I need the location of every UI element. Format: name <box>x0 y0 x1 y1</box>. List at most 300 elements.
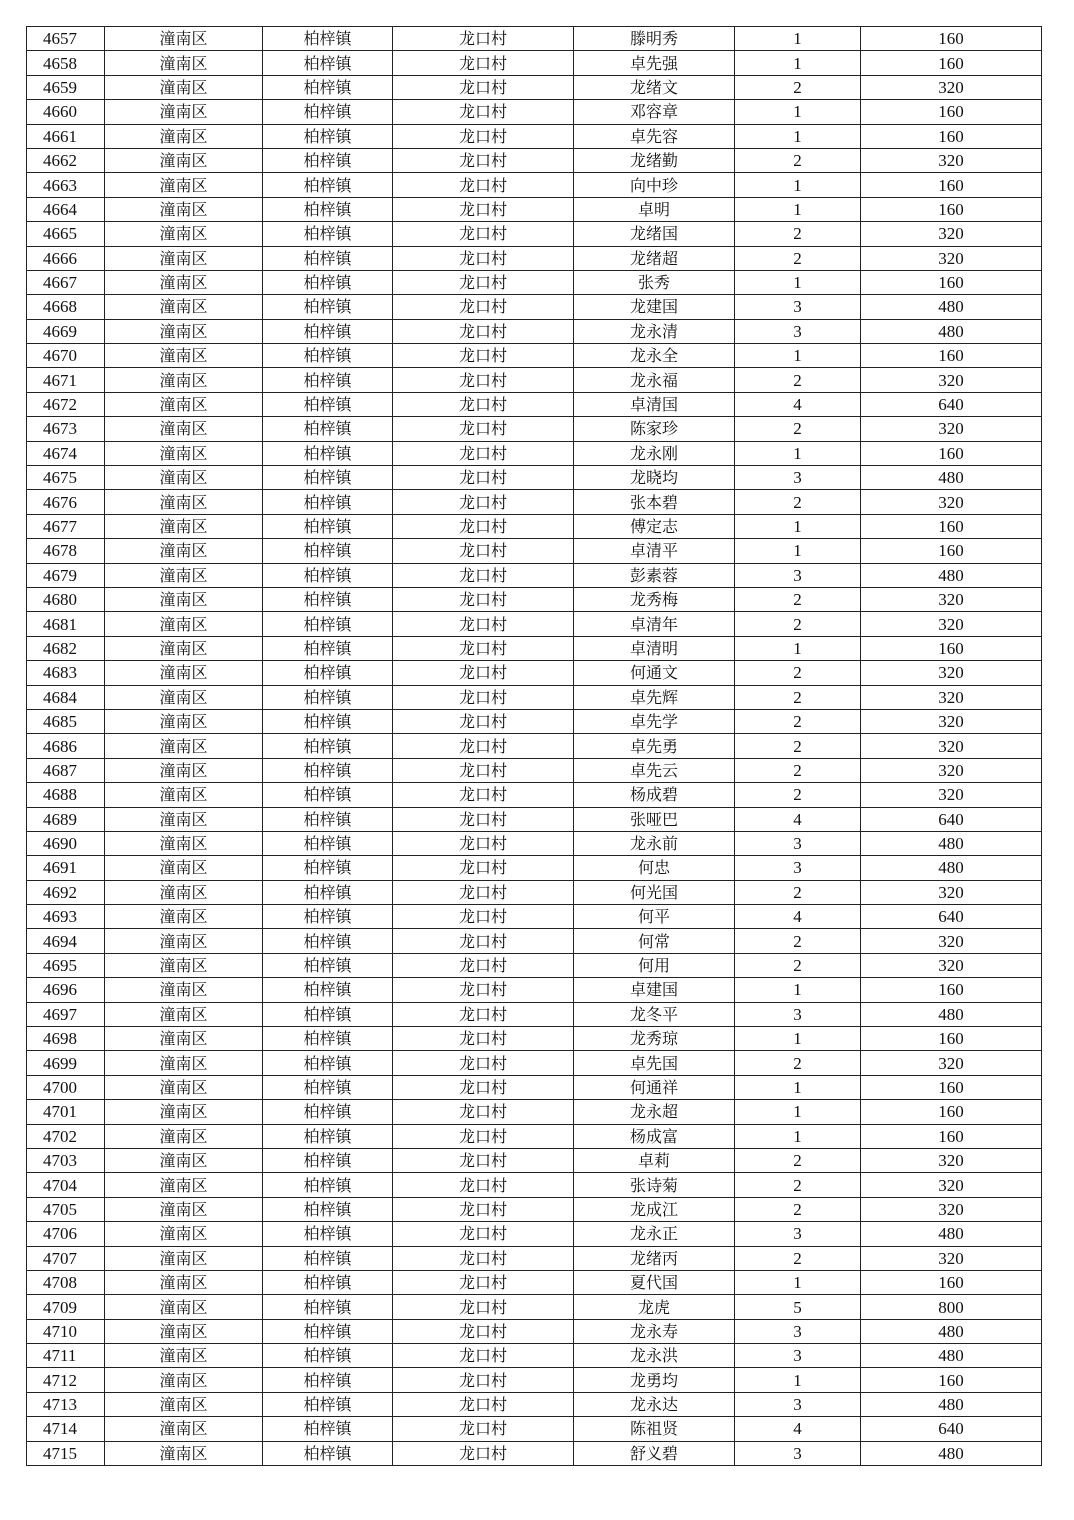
row-number-cell: 4670 <box>27 344 105 368</box>
count-cell: 3 <box>735 1319 861 1343</box>
table-row <box>27 173 1042 197</box>
table-row <box>27 734 1042 758</box>
town-cell: 柏梓镇 <box>263 466 393 490</box>
village-cell: 龙口村 <box>393 734 574 758</box>
district-cell: 潼南区 <box>105 148 263 172</box>
name-cell: 卓清明 <box>574 636 735 660</box>
town-cell: 柏梓镇 <box>263 709 393 733</box>
row-number-cell: 4689 <box>27 807 105 831</box>
district-cell: 潼南区 <box>105 953 263 977</box>
town-cell: 柏梓镇 <box>263 1441 393 1465</box>
table-row <box>27 295 1042 319</box>
district-cell: 潼南区 <box>105 1344 263 1368</box>
town-cell: 柏梓镇 <box>263 685 393 709</box>
town-cell: 柏梓镇 <box>263 880 393 904</box>
name-cell: 卓莉 <box>574 1148 735 1172</box>
count-cell: 3 <box>735 1344 861 1368</box>
town-cell: 柏梓镇 <box>263 563 393 587</box>
amount-cell: 320 <box>861 783 1042 807</box>
town-cell: 柏梓镇 <box>263 1295 393 1319</box>
district-cell: 潼南区 <box>105 1417 263 1441</box>
name-cell: 龙永洪 <box>574 1344 735 1368</box>
town-cell: 柏梓镇 <box>263 344 393 368</box>
name-cell: 卓先容 <box>574 124 735 148</box>
name-cell: 卓先学 <box>574 709 735 733</box>
village-cell: 龙口村 <box>393 319 574 343</box>
district-cell: 潼南区 <box>105 75 263 99</box>
amount-cell: 320 <box>861 1148 1042 1172</box>
row-number-cell: 4658 <box>27 51 105 75</box>
amount-cell: 320 <box>861 1051 1042 1075</box>
count-cell: 3 <box>735 295 861 319</box>
village-cell: 龙口村 <box>393 1368 574 1392</box>
amount-cell: 320 <box>861 612 1042 636</box>
name-cell: 何用 <box>574 953 735 977</box>
table-row <box>27 612 1042 636</box>
village-cell: 龙口村 <box>393 1392 574 1416</box>
table-row <box>27 1051 1042 1075</box>
table-row <box>27 636 1042 660</box>
amount-cell: 160 <box>861 344 1042 368</box>
name-cell: 龙建国 <box>574 295 735 319</box>
district-cell: 潼南区 <box>105 1173 263 1197</box>
amount-cell: 320 <box>861 758 1042 782</box>
district-cell: 潼南区 <box>105 587 263 611</box>
row-number-cell: 4657 <box>27 27 105 51</box>
count-cell: 3 <box>735 563 861 587</box>
district-cell: 潼南区 <box>105 661 263 685</box>
table-row <box>27 807 1042 831</box>
town-cell: 柏梓镇 <box>263 1246 393 1270</box>
count-cell: 2 <box>735 661 861 685</box>
amount-cell: 160 <box>861 1027 1042 1051</box>
town-cell: 柏梓镇 <box>263 75 393 99</box>
row-number-cell: 4663 <box>27 173 105 197</box>
district-cell: 潼南区 <box>105 636 263 660</box>
district-cell: 潼南区 <box>105 563 263 587</box>
row-number-cell: 4711 <box>27 1344 105 1368</box>
village-cell: 龙口村 <box>393 1417 574 1441</box>
town-cell: 柏梓镇 <box>263 319 393 343</box>
count-cell: 1 <box>735 636 861 660</box>
town-cell: 柏梓镇 <box>263 1173 393 1197</box>
name-cell: 夏代国 <box>574 1270 735 1294</box>
village-cell: 龙口村 <box>393 807 574 831</box>
table-row <box>27 27 1042 51</box>
row-number-cell: 4688 <box>27 783 105 807</box>
town-cell: 柏梓镇 <box>263 270 393 294</box>
table-row <box>27 1148 1042 1172</box>
row-number-cell: 4683 <box>27 661 105 685</box>
name-cell: 邓容章 <box>574 100 735 124</box>
table-row <box>27 1002 1042 1026</box>
amount-cell: 320 <box>861 1173 1042 1197</box>
village-cell: 龙口村 <box>393 1075 574 1099</box>
table-row <box>27 1100 1042 1124</box>
district-cell: 潼南区 <box>105 831 263 855</box>
district-cell: 潼南区 <box>105 758 263 782</box>
name-cell: 龙永清 <box>574 319 735 343</box>
town-cell: 柏梓镇 <box>263 100 393 124</box>
name-cell: 陈家珍 <box>574 417 735 441</box>
amount-cell: 320 <box>861 953 1042 977</box>
name-cell: 向中珍 <box>574 173 735 197</box>
name-cell: 舒义碧 <box>574 1441 735 1465</box>
count-cell: 2 <box>735 368 861 392</box>
table-row <box>27 392 1042 416</box>
table-row <box>27 75 1042 99</box>
count-cell: 2 <box>735 709 861 733</box>
village-cell: 龙口村 <box>393 490 574 514</box>
count-cell: 4 <box>735 905 861 929</box>
town-cell: 柏梓镇 <box>263 929 393 953</box>
name-cell: 龙绪勤 <box>574 148 735 172</box>
district-cell: 潼南区 <box>105 197 263 221</box>
amount-cell: 320 <box>861 368 1042 392</box>
row-number-cell: 4708 <box>27 1270 105 1294</box>
table-row <box>27 661 1042 685</box>
name-cell: 龙绪文 <box>574 75 735 99</box>
district-cell: 潼南区 <box>105 807 263 831</box>
district-cell: 潼南区 <box>105 1051 263 1075</box>
town-cell: 柏梓镇 <box>263 783 393 807</box>
district-cell: 潼南区 <box>105 709 263 733</box>
row-number-cell: 4685 <box>27 709 105 733</box>
amount-cell: 320 <box>861 417 1042 441</box>
table-row <box>27 197 1042 221</box>
count-cell: 1 <box>735 197 861 221</box>
district-cell: 潼南区 <box>105 1270 263 1294</box>
village-cell: 龙口村 <box>393 1173 574 1197</box>
count-cell: 3 <box>735 1222 861 1246</box>
name-cell: 张诗菊 <box>574 1173 735 1197</box>
table-row <box>27 1295 1042 1319</box>
row-number-cell: 4665 <box>27 222 105 246</box>
amount-cell: 480 <box>861 1319 1042 1343</box>
town-cell: 柏梓镇 <box>263 1002 393 1026</box>
count-cell: 1 <box>735 344 861 368</box>
table-row <box>27 368 1042 392</box>
table-row <box>27 783 1042 807</box>
table-row <box>27 466 1042 490</box>
district-cell: 潼南区 <box>105 929 263 953</box>
village-cell: 龙口村 <box>393 27 574 51</box>
town-cell: 柏梓镇 <box>263 1124 393 1148</box>
village-cell: 龙口村 <box>393 1197 574 1221</box>
amount-cell: 320 <box>861 490 1042 514</box>
village-cell: 龙口村 <box>393 905 574 929</box>
table-row <box>27 1173 1042 1197</box>
name-cell: 龙虎 <box>574 1295 735 1319</box>
row-number-cell: 4696 <box>27 978 105 1002</box>
table-row <box>27 978 1042 1002</box>
amount-cell: 320 <box>861 587 1042 611</box>
village-cell: 龙口村 <box>393 636 574 660</box>
village-cell: 龙口村 <box>393 466 574 490</box>
amount-cell: 480 <box>861 1441 1042 1465</box>
village-cell: 龙口村 <box>393 1270 574 1294</box>
row-number-cell: 4681 <box>27 612 105 636</box>
name-cell: 卓清国 <box>574 392 735 416</box>
row-number-cell: 4712 <box>27 1368 105 1392</box>
row-number-cell: 4661 <box>27 124 105 148</box>
town-cell: 柏梓镇 <box>263 27 393 51</box>
table-row <box>27 222 1042 246</box>
town-cell: 柏梓镇 <box>263 1027 393 1051</box>
village-cell: 龙口村 <box>393 270 574 294</box>
row-number-cell: 4690 <box>27 831 105 855</box>
name-cell: 龙秀梅 <box>574 587 735 611</box>
row-number-cell: 4675 <box>27 466 105 490</box>
name-cell: 张本碧 <box>574 490 735 514</box>
village-cell: 龙口村 <box>393 1002 574 1026</box>
table-row <box>27 905 1042 929</box>
village-cell: 龙口村 <box>393 246 574 270</box>
district-cell: 潼南区 <box>105 466 263 490</box>
name-cell: 彭素蓉 <box>574 563 735 587</box>
amount-cell: 480 <box>861 563 1042 587</box>
row-number-cell: 4678 <box>27 539 105 563</box>
town-cell: 柏梓镇 <box>263 392 393 416</box>
village-cell: 龙口村 <box>393 75 574 99</box>
table-row <box>27 441 1042 465</box>
village-cell: 龙口村 <box>393 1222 574 1246</box>
amount-cell: 320 <box>861 1246 1042 1270</box>
name-cell: 龙永前 <box>574 831 735 855</box>
count-cell: 3 <box>735 1441 861 1465</box>
amount-cell: 160 <box>861 27 1042 51</box>
count-cell: 2 <box>735 148 861 172</box>
district-cell: 潼南区 <box>105 1368 263 1392</box>
amount-cell: 160 <box>861 441 1042 465</box>
amount-cell: 320 <box>861 685 1042 709</box>
row-number-cell: 4702 <box>27 1124 105 1148</box>
amount-cell: 480 <box>861 1392 1042 1416</box>
row-number-cell: 4679 <box>27 563 105 587</box>
amount-cell: 160 <box>861 173 1042 197</box>
district-cell: 潼南区 <box>105 1124 263 1148</box>
row-number-cell: 4684 <box>27 685 105 709</box>
table-row <box>27 856 1042 880</box>
district-cell: 潼南区 <box>105 1295 263 1319</box>
table-row <box>27 880 1042 904</box>
row-number-cell: 4697 <box>27 1002 105 1026</box>
count-cell: 1 <box>735 539 861 563</box>
table-row <box>27 1319 1042 1343</box>
town-cell: 柏梓镇 <box>263 1100 393 1124</box>
row-number-cell: 4682 <box>27 636 105 660</box>
count-cell: 1 <box>735 173 861 197</box>
village-cell: 龙口村 <box>393 685 574 709</box>
district-cell: 潼南区 <box>105 1441 263 1465</box>
count-cell: 2 <box>735 880 861 904</box>
data-table <box>26 26 1042 1466</box>
district-cell: 潼南区 <box>105 344 263 368</box>
row-number-cell: 4672 <box>27 392 105 416</box>
amount-cell: 320 <box>861 709 1042 733</box>
table-row <box>27 1124 1042 1148</box>
row-number-cell: 4691 <box>27 856 105 880</box>
town-cell: 柏梓镇 <box>263 51 393 75</box>
village-cell: 龙口村 <box>393 222 574 246</box>
row-number-cell: 4692 <box>27 880 105 904</box>
amount-cell: 480 <box>861 319 1042 343</box>
name-cell: 卓先辉 <box>574 685 735 709</box>
row-number-cell: 4701 <box>27 1100 105 1124</box>
count-cell: 1 <box>735 1270 861 1294</box>
town-cell: 柏梓镇 <box>263 831 393 855</box>
count-cell: 3 <box>735 319 861 343</box>
amount-cell: 480 <box>861 1344 1042 1368</box>
amount-cell: 480 <box>861 831 1042 855</box>
amount-cell: 320 <box>861 75 1042 99</box>
district-cell: 潼南区 <box>105 490 263 514</box>
district-cell: 潼南区 <box>105 368 263 392</box>
row-number-cell: 4669 <box>27 319 105 343</box>
village-cell: 龙口村 <box>393 1319 574 1343</box>
amount-cell: 160 <box>861 1100 1042 1124</box>
amount-cell: 160 <box>861 514 1042 538</box>
table-row <box>27 1417 1042 1441</box>
district-cell: 潼南区 <box>105 734 263 758</box>
row-number-cell: 4715 <box>27 1441 105 1465</box>
row-number-cell: 4695 <box>27 953 105 977</box>
table-body <box>27 27 1042 1466</box>
name-cell: 龙永福 <box>574 368 735 392</box>
village-cell: 龙口村 <box>393 197 574 221</box>
town-cell: 柏梓镇 <box>263 1148 393 1172</box>
row-number-cell: 4713 <box>27 1392 105 1416</box>
district-cell: 潼南区 <box>105 905 263 929</box>
row-number-cell: 4680 <box>27 587 105 611</box>
village-cell: 龙口村 <box>393 148 574 172</box>
village-cell: 龙口村 <box>393 831 574 855</box>
name-cell: 龙绪超 <box>574 246 735 270</box>
district-cell: 潼南区 <box>105 856 263 880</box>
town-cell: 柏梓镇 <box>263 758 393 782</box>
count-cell: 1 <box>735 270 861 294</box>
district-cell: 潼南区 <box>105 612 263 636</box>
table-row <box>27 270 1042 294</box>
town-cell: 柏梓镇 <box>263 148 393 172</box>
name-cell: 卓先云 <box>574 758 735 782</box>
count-cell: 3 <box>735 1392 861 1416</box>
row-number-cell: 4667 <box>27 270 105 294</box>
district-cell: 潼南区 <box>105 1148 263 1172</box>
count-cell: 4 <box>735 392 861 416</box>
amount-cell: 320 <box>861 246 1042 270</box>
count-cell: 1 <box>735 514 861 538</box>
name-cell: 陈祖贤 <box>574 1417 735 1441</box>
town-cell: 柏梓镇 <box>263 856 393 880</box>
name-cell: 龙永正 <box>574 1222 735 1246</box>
count-cell: 1 <box>735 978 861 1002</box>
row-number-cell: 4705 <box>27 1197 105 1221</box>
count-cell: 1 <box>735 1027 861 1051</box>
row-number-cell: 4687 <box>27 758 105 782</box>
table-row <box>27 758 1042 782</box>
amount-cell: 320 <box>861 222 1042 246</box>
count-cell: 5 <box>735 1295 861 1319</box>
district-cell: 潼南区 <box>105 685 263 709</box>
count-cell: 3 <box>735 856 861 880</box>
count-cell: 2 <box>735 1173 861 1197</box>
row-number-cell: 4686 <box>27 734 105 758</box>
town-cell: 柏梓镇 <box>263 587 393 611</box>
district-cell: 潼南区 <box>105 222 263 246</box>
amount-cell: 320 <box>861 734 1042 758</box>
table-row <box>27 685 1042 709</box>
district-cell: 潼南区 <box>105 1002 263 1026</box>
village-cell: 龙口村 <box>393 709 574 733</box>
name-cell: 杨成碧 <box>574 783 735 807</box>
name-cell: 何常 <box>574 929 735 953</box>
district-cell: 潼南区 <box>105 295 263 319</box>
row-number-cell: 4704 <box>27 1173 105 1197</box>
village-cell: 龙口村 <box>393 587 574 611</box>
village-cell: 龙口村 <box>393 514 574 538</box>
town-cell: 柏梓镇 <box>263 1319 393 1343</box>
amount-cell: 160 <box>861 197 1042 221</box>
table-row <box>27 344 1042 368</box>
name-cell: 龙晓均 <box>574 466 735 490</box>
district-cell: 潼南区 <box>105 514 263 538</box>
district-cell: 潼南区 <box>105 880 263 904</box>
amount-cell: 800 <box>861 1295 1042 1319</box>
district-cell: 潼南区 <box>105 1027 263 1051</box>
district-cell: 潼南区 <box>105 441 263 465</box>
village-cell: 龙口村 <box>393 51 574 75</box>
town-cell: 柏梓镇 <box>263 368 393 392</box>
count-cell: 1 <box>735 100 861 124</box>
count-cell: 2 <box>735 490 861 514</box>
village-cell: 龙口村 <box>393 1246 574 1270</box>
table-row <box>27 148 1042 172</box>
town-cell: 柏梓镇 <box>263 661 393 685</box>
table-row <box>27 1344 1042 1368</box>
town-cell: 柏梓镇 <box>263 905 393 929</box>
village-cell: 龙口村 <box>393 173 574 197</box>
count-cell: 2 <box>735 612 861 636</box>
town-cell: 柏梓镇 <box>263 124 393 148</box>
district-cell: 潼南区 <box>105 417 263 441</box>
district-cell: 潼南区 <box>105 124 263 148</box>
amount-cell: 640 <box>861 807 1042 831</box>
table-row <box>27 587 1042 611</box>
count-cell: 2 <box>735 953 861 977</box>
village-cell: 龙口村 <box>393 539 574 563</box>
table-row <box>27 1270 1042 1294</box>
town-cell: 柏梓镇 <box>263 173 393 197</box>
table-row <box>27 831 1042 855</box>
row-number-cell: 4699 <box>27 1051 105 1075</box>
village-cell: 龙口村 <box>393 758 574 782</box>
town-cell: 柏梓镇 <box>263 1417 393 1441</box>
name-cell: 龙永超 <box>574 1100 735 1124</box>
count-cell: 2 <box>735 1197 861 1221</box>
town-cell: 柏梓镇 <box>263 539 393 563</box>
village-cell: 龙口村 <box>393 1441 574 1465</box>
name-cell: 何忠 <box>574 856 735 880</box>
amount-cell: 480 <box>861 856 1042 880</box>
count-cell: 4 <box>735 807 861 831</box>
amount-cell: 640 <box>861 1417 1042 1441</box>
table-row <box>27 1222 1042 1246</box>
name-cell: 何平 <box>574 905 735 929</box>
town-cell: 柏梓镇 <box>263 441 393 465</box>
name-cell: 龙秀琼 <box>574 1027 735 1051</box>
district-cell: 潼南区 <box>105 1392 263 1416</box>
